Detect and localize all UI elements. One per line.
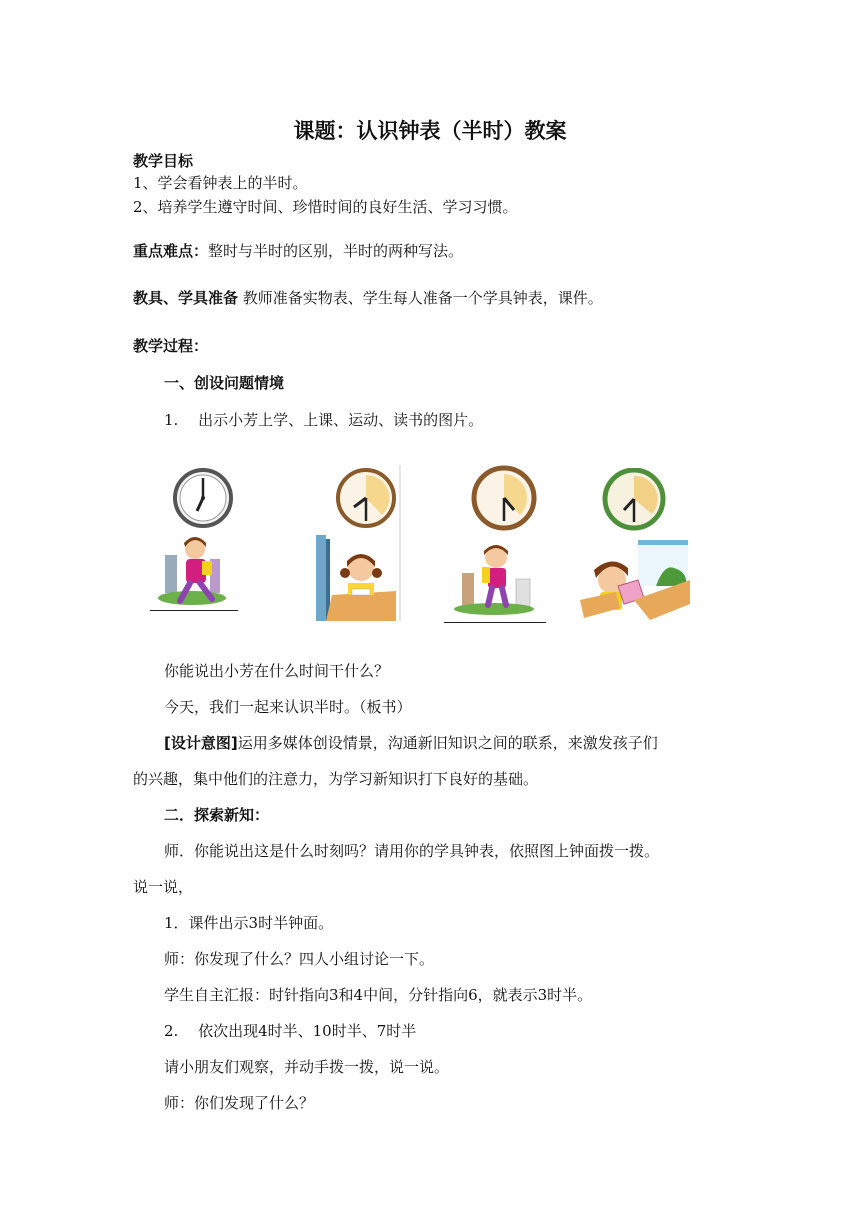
design-intent-label: [设计意图] [164,734,238,752]
clock-running-girl-picture [150,463,242,613]
section2-line: 1．课件出示3时半钟面。 [164,914,334,932]
key-points-line [133,241,463,261]
section2-line: 师：你发现了什么？四人小组讨论一下。 [164,950,435,968]
paragraph: 今天，我们一起来认识半时。（板书） [164,698,412,716]
clock-studying-girl-picture [312,465,404,621]
section2-line: 说一说， [133,878,194,896]
section2-line: 师：你们发现了什么？ [164,1094,315,1112]
section2-line: 学生自主汇报：时针指向3和4中间，分针指向6，就表示3时半。 [164,986,593,1004]
girl-running-icon [158,537,226,605]
answer-line [150,610,238,611]
design-intent-text: 运用多媒体创设情景，沟通新旧知识之间的联系，来激发孩子们 [237,734,658,752]
design-intent-line [164,733,658,753]
tools-line [133,288,603,308]
process-heading: 教学过程： [133,337,209,355]
section1-heading: 一、创设问题情境 [164,374,285,392]
key-points-text: 整时与半时的区别，半时的两种写法。 [208,242,464,260]
tools-text: 教师准备实物表、学生每人准备一个学具钟表，课件。 [238,289,603,307]
objective-item: 1、学会看钟表上的半时。 [133,174,308,192]
section1-item: 1. 出示小芳上学、上课、运动、读书的图片。 [164,411,484,429]
paragraph: 你能说出小芳在什么时间干什么？ [164,662,390,680]
clock-icon [338,470,394,526]
document-title: 课题：认识钟表（半时）教案 [293,119,567,143]
girl-studying-icon [316,535,396,621]
clock-icon [175,470,231,526]
section2-line: 请小朋友们观察，并动手拨一拨，说一说。 [164,1058,450,1076]
section2-heading: 二．探索新知： [164,806,270,824]
section2-line: 师．你能说出这是什么时刻吗？请用你的学具钟表，依照图上钟面拨一拨。 [164,842,660,860]
clock-icon [474,468,534,528]
section2-line: 2. 依次出现4时半、10时半、7时半 [164,1022,417,1040]
objectives-heading: 教学目标 [133,152,194,170]
girl-phone-icon [454,545,534,615]
tools-label: 教具、学具准备 [133,289,239,307]
clock-icon [605,470,663,528]
objective-item: 2、培养学生遵守时间、珍惜时间的良好生活、学习习惯。 [133,198,518,216]
girl-reading-icon [580,540,690,620]
answer-line [444,622,546,623]
clock-reading-girl-picture [572,468,690,624]
clock-phone-girl-picture [444,463,548,623]
key-points-label: 重点难点： [133,242,209,260]
design-intent-continuation: 的兴趣，集中他们的注意力，为学习新知识打下良好的基础。 [133,770,539,788]
